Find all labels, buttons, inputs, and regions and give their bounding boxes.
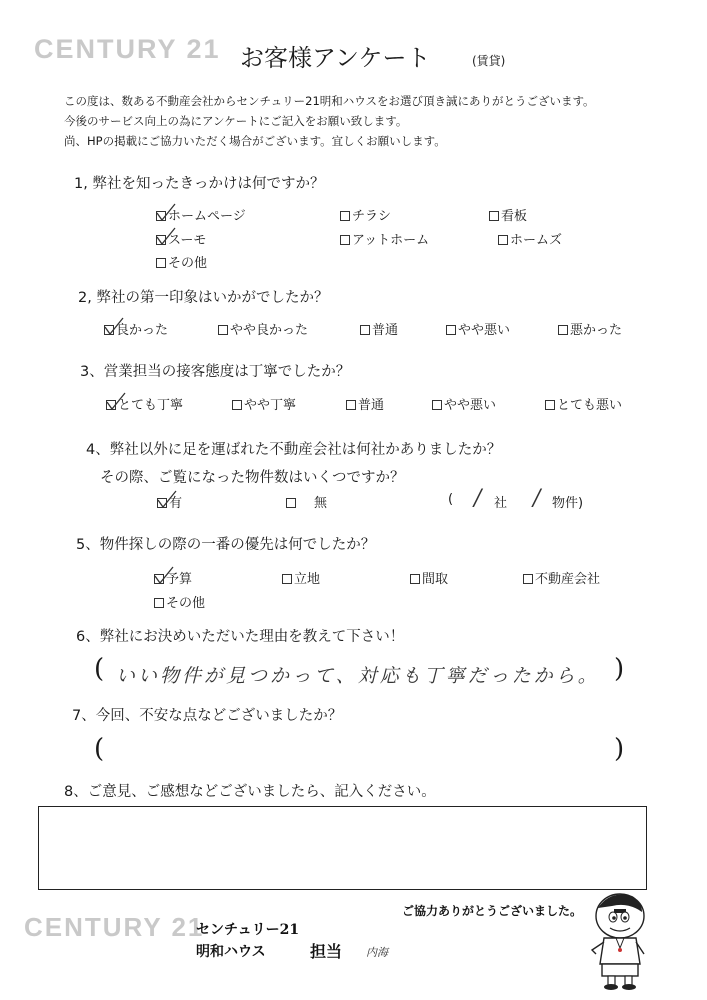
checkbox[interactable] [232,400,242,410]
q4-option-no[interactable] [286,492,327,511]
intro-line: 尚、HPの掲載にご協力いただく場合がございます。宜しくお願いします。 [64,134,446,148]
checkbox[interactable] [157,498,167,508]
q3-option-very-polite[interactable] [106,394,183,413]
century21-footer-logo: CENTURY 21 [24,912,205,942]
q6-answer[interactable]: いい物件が見つかって、対応も丁寧だったから。 [116,665,600,687]
q1-option-homepage[interactable] [156,205,246,224]
q1-option-homes[interactable] [498,229,562,248]
checkbox[interactable] [154,574,164,584]
checkmark-icon [155,227,177,247]
q1-option-other[interactable] [156,252,207,271]
checkbox[interactable] [410,574,420,584]
checkmark-icon [105,392,127,412]
checkbox[interactable] [432,400,442,410]
option-label: やや悪い [458,323,511,338]
q3-option-fairly-polite[interactable] [232,394,296,413]
option-label: スーモ [168,233,207,248]
question-7: 7、今回、不安な点などございましたか？ [72,708,343,724]
survey-title: お客様アンケート [240,44,431,72]
checkbox[interactable] [156,235,166,245]
q2-option-good[interactable] [104,319,168,338]
staff-name: 内海 [366,946,388,959]
q4-option-yes[interactable] [157,492,182,511]
checkbox[interactable] [446,325,456,335]
q2-option-fairly-good[interactable] [218,319,308,338]
option-label: その他 [168,256,208,271]
rental-tag: (賃貸) [472,54,506,68]
intro-line: 今後のサービス向上の為にアンケートにご記入をお願い致します。 [64,114,408,128]
question-1: 1, 弊社を知ったきっかけは何ですか？ [74,176,325,192]
checkbox[interactable] [489,211,499,221]
option-label: 普通 [372,323,399,338]
q6-paren-open: ( [94,654,105,684]
option-label: 良かった [116,323,169,338]
q1-option-suumo[interactable] [156,229,206,248]
q4-paren-open: ( [448,492,454,507]
q3-option-fairly-bad[interactable] [432,394,496,413]
q5-option-budget[interactable] [154,568,192,587]
checkmark-icon [156,490,178,510]
q5-option-other[interactable] [154,592,205,611]
option-label: やや良かった [230,323,309,338]
staff-label: 担当 [310,942,343,961]
q7-paren-open: ( [94,734,105,764]
checkbox[interactable] [156,258,166,268]
option-label: アットホーム [352,233,430,248]
q1-option-athome[interactable] [340,229,429,248]
option-label: 有 [169,496,183,511]
checkbox[interactable] [286,498,296,508]
thanks-message: ご協力ありがとうございました。 [402,904,583,918]
comment-textbox[interactable] [38,806,647,890]
q3-option-normal[interactable] [346,394,384,413]
checkbox[interactable] [218,325,228,335]
q5-option-location[interactable] [282,568,320,587]
q5-option-agency[interactable] [523,568,600,587]
option-label: 無 [314,496,328,511]
checkbox[interactable] [340,211,350,221]
checkbox[interactable] [106,400,116,410]
intro-line: この度は、数ある不動産会社からセンチュリー21明和ハウスをお選び頂き誠にありがとうございます。 [64,94,595,108]
option-label: とても悪い [557,398,623,413]
checkbox[interactable] [340,235,350,245]
option-label: ホームズ [510,233,563,248]
option-label: ホームページ [168,209,246,224]
question-3: 3、営業担当の接客態度は丁寧でしたか？ [80,364,351,380]
mascot-illustration [580,888,650,992]
century21-logo: CENTURY 21 [34,34,221,64]
intro-text [64,91,595,151]
option-label: とても丁寧 [118,398,184,413]
question-8: 8、ご意見、ご感想などございましたら、記入ください。 [64,784,436,800]
question-4-line2: その際、ご覧になった物件数はいくつですか？ [100,470,405,486]
option-label: やや悪い [444,398,497,413]
checkbox[interactable] [558,325,568,335]
checkbox[interactable] [282,574,292,584]
option-label: チラシ [352,209,392,224]
q7-paren-close: ) [614,734,625,764]
checkbox[interactable] [360,325,370,335]
checkbox[interactable] [545,400,555,410]
checkbox[interactable] [346,400,356,410]
q4-property-count[interactable]: / [533,486,544,511]
q5-option-layout[interactable] [410,568,448,587]
q3-option-very-bad[interactable] [545,394,622,413]
option-label: 看板 [501,209,528,224]
q2-option-fairly-bad[interactable] [446,319,510,338]
option-label: 立地 [294,572,321,587]
q1-option-signboard[interactable] [489,205,527,224]
checkbox[interactable] [156,211,166,221]
q1-option-flyer[interactable] [340,205,391,224]
q4-property-unit: 物件) [552,496,584,511]
q2-option-normal[interactable] [360,319,398,338]
checkmark-icon [153,566,175,586]
option-label: 不動産会社 [535,572,601,587]
option-label: 予算 [166,572,193,587]
company-name-line1: センチュリー21 [196,922,300,938]
checkbox[interactable] [523,574,533,584]
checkbox[interactable] [154,598,164,608]
question-6: 6、弊社にお決めいただいた理由を教えて下さい！ [76,629,405,645]
question-4-line1: 4、弊社以外に足を運ばれた不動産会社は何社かありましたか？ [86,442,502,458]
checkmark-icon [155,203,177,223]
checkbox[interactable] [498,235,508,245]
checkbox[interactable] [104,325,114,335]
q4-company-unit: 社 [494,496,508,511]
option-label: 普通 [358,398,385,413]
option-label: 間取 [422,572,449,587]
option-label: その他 [166,596,206,611]
q6-paren-close: ) [614,654,625,684]
option-label: 悪かった [570,323,623,338]
option-label: やや丁寧 [244,398,297,413]
company-name-line2: 明和ハウス [196,944,266,960]
q4-company-count[interactable]: / [474,486,485,511]
q2-option-bad[interactable] [558,319,622,338]
checkmark-icon [103,317,125,337]
question-5: 5、物件探しの際の一番の優先は何でしたか？ [76,537,376,553]
question-2: 2, 弊社の第一印象はいかがでしたか？ [78,290,329,306]
